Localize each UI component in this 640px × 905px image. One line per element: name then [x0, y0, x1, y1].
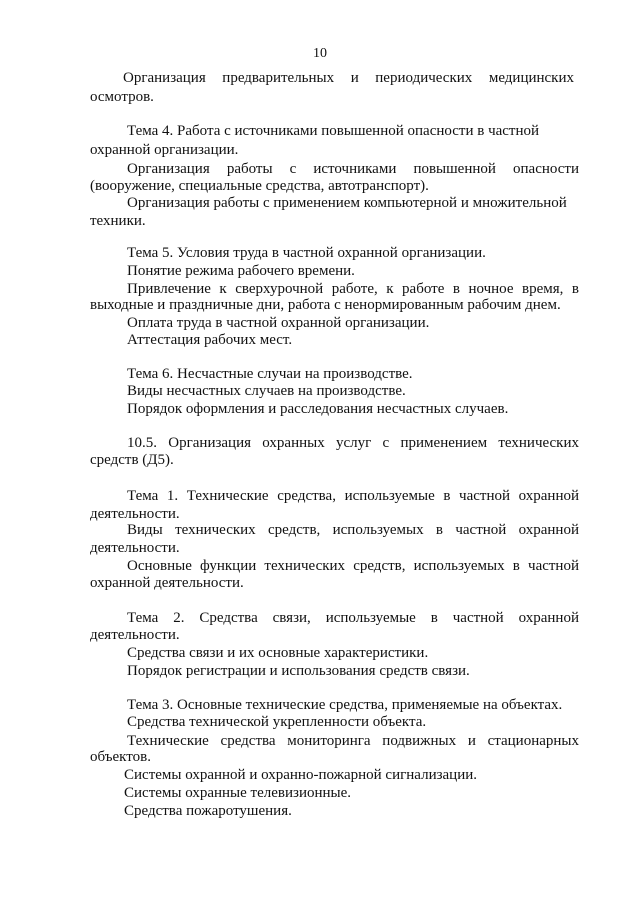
text-line: Организация работы с источниками повышенной опасности [127, 161, 579, 177]
text-line: техники. [90, 213, 146, 229]
text-line: Технические средства мониторинга подвижных и стационарных [127, 733, 579, 749]
text-line: Оплата труда в частной охранной организации. [127, 315, 430, 331]
text-line: Средства технической укрепленности объекта. [127, 714, 427, 730]
text-line: Аттестация рабочих мест. [127, 332, 293, 348]
text-line: Порядок оформления и расследования несчастных случаев. [127, 401, 509, 417]
text-line: деятельности. [90, 506, 180, 522]
text-line: Организация предварительных и периодических медицинских [123, 70, 574, 86]
section-heading: Тема 2. Средства связи, используемые в частной охранной [127, 610, 579, 626]
section-heading: 10.5. Организация охранных услуг с применением технических [127, 435, 579, 451]
text-line: Средства связи и их основные характеристики. [127, 645, 429, 661]
section-heading: Тема 6. Несчастные случаи на производстве. [127, 366, 413, 382]
section-heading: Тема 4. Работа с источниками повышенной опасности в частной [127, 123, 540, 139]
text-line: осмотров. [90, 89, 154, 105]
text-line: охранной деятельности. [90, 575, 244, 591]
text-line: Порядок регистрации и использования средств связи. [127, 663, 470, 679]
text-line: Виды несчастных случаев на производстве. [127, 383, 406, 399]
text-line: Основные функции технических средств, используемых в частной [127, 558, 579, 574]
text-line: объектов. [90, 749, 151, 765]
text-line: Средства пожаротушения. [124, 803, 292, 819]
text-line: Привлечение к сверхурочной работе, к работе в ночное время, в [127, 281, 579, 297]
text-line: Организация работы с применением компьютерной и множительной [127, 195, 567, 211]
text-line: выходные и праздничные дни, работа с ненормированным рабочим днем. [90, 297, 561, 313]
section-heading: Тема 5. Условия труда в частной охранной организации. [127, 245, 486, 261]
text-line: Системы охранной и охранно-пожарной сигнализации. [124, 767, 478, 783]
page-number: 10 [313, 46, 327, 61]
text-line: Системы охранные телевизионные. [124, 785, 352, 801]
text-line: деятельности. [90, 540, 180, 556]
text-line: средств (Д5). [90, 452, 174, 468]
section-heading: Тема 1. Технические средства, используемые в частной охранной [127, 488, 579, 504]
section-heading: Тема 3. Основные технические средства, применяемые на объектах. [127, 697, 563, 713]
text-line: (вооружение, специальные средства, автотранспорт). [90, 178, 429, 194]
text-line: деятельности. [90, 627, 180, 643]
text-line: Виды технических средств, используемых в частной охранной [127, 522, 579, 538]
text-line: Понятие режима рабочего времени. [127, 263, 355, 279]
text-line: охранной организации. [90, 142, 239, 158]
